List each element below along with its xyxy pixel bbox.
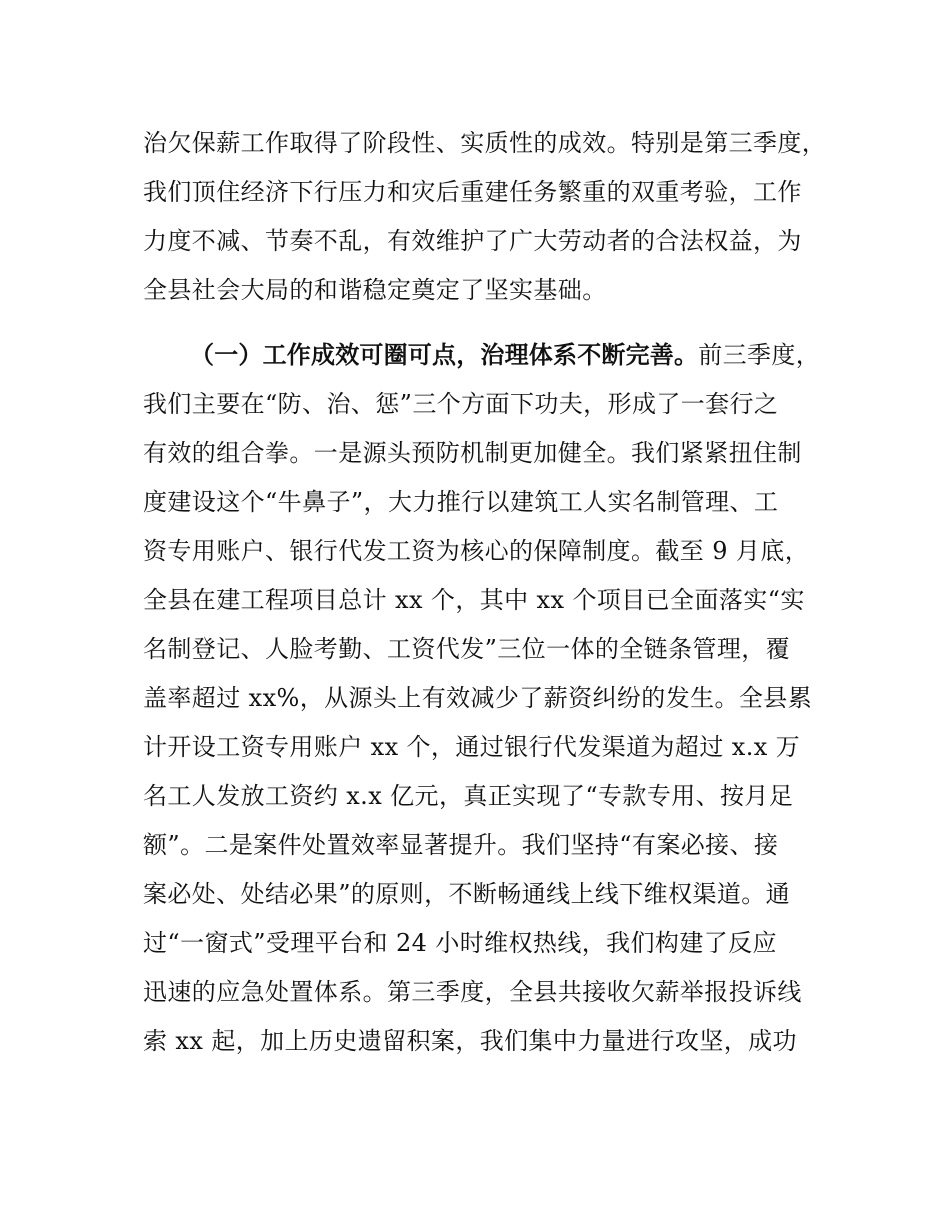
paragraph-line: 治欠保薪工作取得了阶段性、实质性的成效。特别是第三季度， — [143, 129, 827, 157]
section-first-line-text: 前三季度， — [698, 341, 821, 369]
paragraph-line: 全县社会大局的和谐稳定奠定了坚实基础。 — [143, 276, 607, 304]
paragraph-line: 名制登记、人脸考勤、工资代发”三位一体的全链条管理，覆 — [143, 635, 791, 663]
section-heading: （一）工作成效可圈可点，治理体系不断完善。 — [190, 341, 699, 369]
section-first-line — [190, 340, 820, 370]
paragraph-line: 度建设这个“牛鼻子”，大力推行以建筑工人实名制管理、工 — [143, 488, 779, 516]
paragraph-line: 迅速的应急处置体系。第三季度，全县共接收欠薪举报投诉线 — [143, 978, 802, 1006]
paragraph-line: 计开设工资专用账户 xx 个，通过银行代发渠道为超过 x.x 万 — [143, 733, 801, 761]
paragraph-line: 盖率超过 xx%，从源头上有效减少了薪资纠纷的发生。全县累 — [143, 684, 813, 712]
paragraph-line: 过“一窗式”受理平台和 24 小时维权热线，我们构建了反应 — [143, 929, 777, 957]
paragraph-line: 额”。二是案件处置效率显著提升。我们坚持“有案必接、接 — [143, 831, 779, 859]
paragraph-line: 有效的组合拳。一是源头预防机制更加健全。我们紧紧扭住制 — [143, 439, 802, 467]
paragraph-line: 我们主要在“防、治、惩”三个方面下功夫，形成了一套行之 — [143, 390, 779, 418]
paragraph-line: 案必处、处结必果”的原则，不断畅通线上线下维权渠道。通 — [143, 880, 791, 908]
paragraph-line: 全县在建工程项目总计 xx 个，其中 xx 个项目已全面落实“实 — [143, 586, 805, 614]
paragraph-line: 资专用账户、银行代发工资为核心的保障制度。截至 9 月底， — [143, 537, 810, 565]
paragraph-line: 力度不减、节奏不乱，有效维护了广大劳动者的合法权益，为 — [143, 227, 802, 255]
paragraph-line: 我们顶住经济下行压力和灾后重建任务繁重的双重考验，工作 — [143, 178, 802, 206]
paragraph-line: 索 xx 起，加上历史遗留积案，我们集中力量进行攻坚，成功 — [143, 1027, 797, 1055]
paragraph-line: 名工人发放工资约 x.x 亿元，真正实现了“专款专用、按月足 — [143, 782, 794, 810]
